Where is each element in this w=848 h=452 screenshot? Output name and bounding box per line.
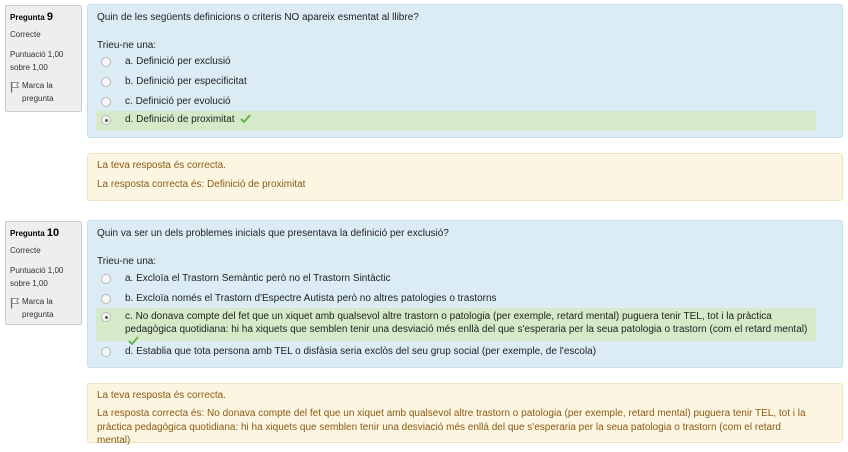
answer-option-d[interactable] — [96, 343, 816, 362]
option-label: Definició per especificitat — [136, 76, 247, 87]
question-feedback-9 — [87, 153, 843, 201]
question-content-10 — [87, 220, 843, 368]
flag-icon — [10, 81, 20, 93]
right-answer-text: La resposta correcta és: Definició de proximitat — [97, 179, 306, 190]
question-number — [10, 227, 77, 240]
question-content-9 — [87, 4, 843, 138]
feedback-text: La teva resposta és correcta. — [97, 390, 226, 401]
answer-option-c[interactable] — [96, 93, 816, 112]
option-label: No donava compte del fet que un xiquet amb qualsevol altre trastorn o patologia (per exemple, retard mental) puguera tenir TEL, tot i la pràctica pedagògica quotidiana: hi ha xiquets que semblen tenir una desviació més enllà del que s'esperaria per la seua patologia o trastorn (com el retard mental) — [125, 311, 808, 335]
question-text: Quin va ser un dels problemes inicials que presentava la definició per exclusió? — [97, 228, 449, 239]
answer-option-b[interactable] — [96, 73, 816, 92]
grade-line-1: Puntuació 1,00 — [10, 266, 64, 275]
flag-label-1: Marca la — [22, 297, 53, 306]
radio-button[interactable] — [101, 347, 111, 357]
option-letter: a. — [125, 56, 134, 67]
option-label: Definició de proximitat — [136, 114, 235, 125]
question-state: Correcte — [10, 30, 41, 39]
option-letter: b. — [125, 76, 134, 87]
option-text — [125, 76, 247, 89]
answer-option-b[interactable] — [96, 290, 816, 309]
option-label: Excloïa només el Trastorn d'Espectre Autista però no altres patologies o trastorns — [136, 293, 497, 304]
option-letter: c. — [125, 311, 133, 322]
question-feedback-10 — [87, 383, 843, 446]
question-grade — [10, 48, 77, 74]
radio-button[interactable] — [101, 274, 111, 284]
grade-line-2: sobre 1,00 — [10, 63, 48, 72]
option-letter: b. — [125, 293, 134, 304]
option-label: Definició per evolució — [135, 96, 231, 107]
answer-option-a[interactable] — [96, 270, 816, 289]
question-grade — [10, 264, 77, 290]
option-label: Establia que tota persona amb TEL o disfàsia seria exclòs del seu grup social (per exemple, de l'escola) — [136, 346, 597, 357]
radio-button-selected[interactable] — [101, 312, 111, 322]
answer-option-a[interactable] — [96, 53, 816, 72]
flag-question-link[interactable] — [10, 79, 77, 105]
radio-button[interactable] — [101, 294, 111, 304]
answer-prompt: Trieu-ne una: — [97, 40, 157, 51]
question-label: Pregunta — [10, 229, 45, 238]
option-label: Definició per exclusió — [136, 56, 231, 67]
option-label: Excloïa el Trastorn Semàntic però no el Trastorn Sintàctic — [136, 273, 391, 284]
option-text — [125, 346, 596, 359]
grade-line-2: sobre 1,00 — [10, 279, 48, 288]
feedback-text: La teva resposta és correcta. — [97, 160, 226, 171]
flag-label-2: pregunta — [22, 94, 54, 103]
flag-question-link[interactable] — [10, 295, 77, 321]
grade-line-1: Puntuació 1,00 — [10, 50, 64, 59]
right-answer-text: La resposta correcta és: No donava compte del fet que un xiquet amb qualsevol altre trastorn o patologia (per exemple, retard mental) puguera tenir TEL, tot i la pràctica pedagògica quotidiana: hi ha xiquets que semblen tenir una desviació més enllà del que s'esperaria per la seua patologia o trastorn (com el retard mental) — [97, 408, 806, 446]
radio-button[interactable] — [101, 77, 111, 87]
option-text — [125, 56, 231, 69]
question-label: Pregunta — [10, 13, 45, 22]
question-info-9 — [5, 5, 82, 112]
option-letter: a. — [125, 273, 134, 284]
question-number-value: 9 — [46, 11, 54, 23]
question-number-value: 10 — [46, 227, 60, 239]
answer-option-c[interactable] — [96, 308, 816, 341]
option-letter: d. — [125, 114, 134, 125]
question-info-10 — [5, 221, 82, 325]
option-letter: d. — [125, 346, 134, 357]
answer-prompt: Trieu-ne una: — [97, 256, 157, 267]
radio-button-selected[interactable] — [101, 115, 111, 125]
radio-button[interactable] — [101, 57, 111, 67]
option-text — [125, 114, 251, 127]
flag-label-1: Marca la — [22, 81, 53, 90]
option-text — [125, 293, 497, 306]
question-number — [10, 11, 77, 24]
flag-icon — [10, 297, 20, 309]
option-letter: c. — [125, 96, 133, 107]
question-text: Quin de les següents definicions o criteris NO apareix esmentat al llibre? — [97, 12, 419, 23]
flag-label-2: pregunta — [22, 310, 54, 319]
question-state: Correcte — [10, 246, 41, 255]
checkmark-icon — [240, 114, 251, 123]
answer-option-d[interactable] — [96, 111, 816, 131]
option-text — [125, 96, 231, 109]
option-text — [125, 273, 391, 286]
radio-button[interactable] — [101, 97, 111, 107]
